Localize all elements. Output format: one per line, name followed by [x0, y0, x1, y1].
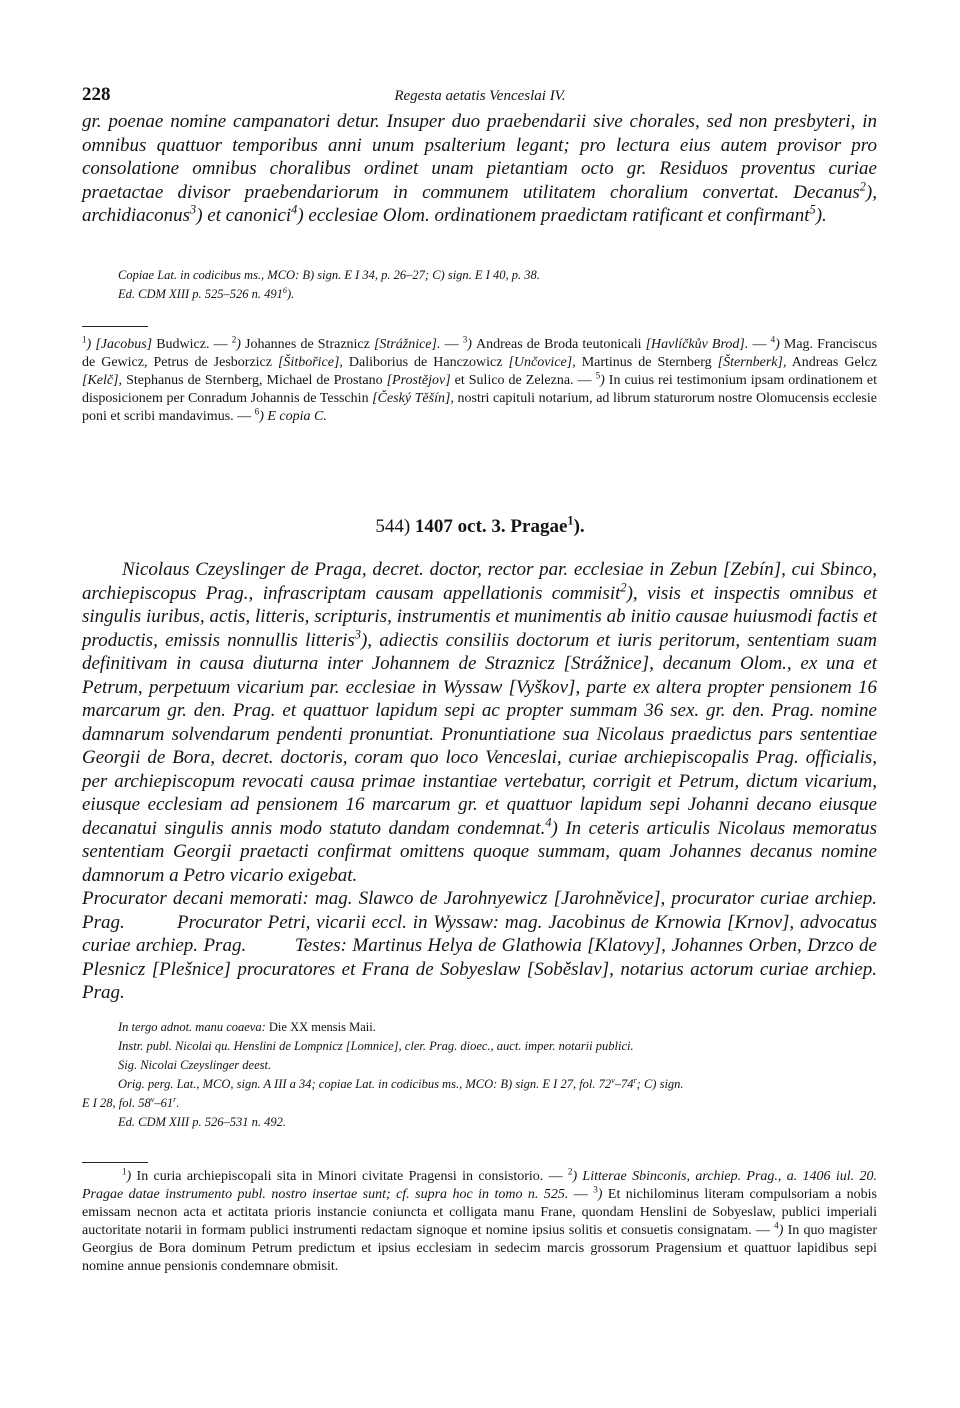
fn-sup: 6 [254, 406, 260, 417]
note-text: –61 [154, 1096, 174, 1110]
fn-sup: 3 [593, 1184, 598, 1195]
fn-text: [Šitbořice], [277, 355, 343, 370]
fn-sup: 2 [231, 334, 237, 345]
fn-text: nostri capituli notarium, ad librum staturorum nostre Olomucensis ecclesie poni et scribi mandavimus. — [82, 391, 877, 424]
fn-text: [Šternberk], [717, 355, 787, 370]
fn-text: In curia archiepiscopali sita in Minori civitate Pragensi in consistorio. — [136, 1169, 568, 1184]
note-text: E I 28, fol. 58 [82, 1096, 151, 1110]
fn-sup: 3 [462, 334, 468, 345]
note-sup: r [633, 1075, 637, 1085]
fn-text: Johannes de Straznicz [245, 337, 374, 352]
fn-text: Andreas Gelcz [786, 355, 877, 370]
fn-text: ) E copia C. [259, 409, 327, 424]
doc-date: 1407 oct. 3. Pragae [414, 516, 568, 537]
fn-text: [Unčovice], [508, 355, 576, 370]
doc1-footnotes [82, 336, 877, 426]
fn-text: ) [600, 373, 609, 388]
fn-text: In quo magister Georgius de Bora dominum Petrum predictum et ipsius ecclesiam in sedecim marcis grossorum Pragensium et quattuor lapidibus sepi nomine annue pensionis condemnare obmisit. [82, 1223, 877, 1274]
doc1-sup-2: 2 [859, 179, 866, 194]
doc2-footnote-block [82, 1168, 877, 1276]
doc1-sup-3: 3 [190, 202, 197, 217]
doc1-text-e: ). [815, 205, 827, 226]
doc1-sup-5: 5 [809, 202, 816, 217]
fn-text: Budwicz. — [152, 337, 232, 352]
fn-text: — [568, 1187, 594, 1202]
doc2-sup: 4 [545, 815, 552, 830]
fn-text: Andreas de Broda teutonicali [476, 337, 646, 352]
note-edition: Ed. CDM XIII p. 526–531 n. 492. [118, 1115, 287, 1129]
doc1-text-a: gr. poenae nomine campanatori detur. Insuper duo praebendarii sive chorales, sed non presbyteri, in omnibus quattuor temporibus anni unum psalterium legant; pro lectura eius autem provisor pro consolatione omnibus choralibus ordinet unam pietantiam octo gr. Residuos proventus curiae praetactae divisor praebendariorum in communem utilitatem choralium convertat. Decanus [82, 111, 877, 203]
fn-text: Daliborius de Hanczowicz [342, 355, 509, 370]
doc2-text: ) In ceteris articulis Nicolaus memoratus sententiam Georgii praetacti confirmat omittens quoque summam, quam Johannes decanus nomine damnorum a Petro vicario exigebat. [82, 817, 878, 886]
fn-text: ) [Jacobus] [86, 337, 153, 352]
note-sup: v [150, 1094, 155, 1104]
doc1-edition [118, 285, 878, 304]
doc2-paragraph-2: Procurator decani memorati: mag. Slawco de Jarohnyewicz [Jarohněvice], procurator curiae archiep. Prag. Procurator Petri, vicarii eccl. in Wyssaw: mag. Jacobinus de Krnowia [Krnov], advocatus curiae archiep. Prag. Testes: Martinus Helya de Glathowia [Klatovy], Johannes Orben, Drzco de Plesnicz [Plešnice] procuratores et Frana de Sobyeslaw [Soběslav], notarius actorum curiae archiep. Prag. [82, 888, 882, 1003]
fn-text: [Prostějov] [386, 373, 451, 388]
note-sup: r [173, 1094, 177, 1104]
doc1-edition-text: Ed. CDM XIII p. 525–526 n. 491 [118, 287, 283, 301]
running-title: Regesta aetatis Venceslai IV. [394, 88, 566, 104]
doc1-footnote-block [82, 336, 877, 426]
fn-text: et Sulico de Zelezna. — [450, 373, 596, 388]
fn-text: ) [236, 337, 246, 352]
doc2-sup: 2 [620, 580, 627, 595]
fn-sup: 4 [770, 334, 776, 345]
fn-sup: 1 [82, 334, 87, 345]
doc1-copies: Copiae Lat. in codicibus ms., MCO: B) sign. E I 34, p. 26–27; C) sign. E I 40, p. 38. [118, 268, 540, 282]
document-heading [0, 513, 960, 538]
doc-number: 544) [375, 516, 415, 537]
doc1-paragraph [82, 110, 877, 228]
doc2-footnotes [82, 1168, 877, 1276]
doc1-body [82, 110, 877, 228]
doc2-paragraph-1 [82, 558, 877, 887]
doc1-source-notes [118, 266, 878, 304]
note-text: Die XX mensis Maii. [265, 1020, 376, 1034]
fn-text: — [748, 337, 771, 352]
doc2-text: ), visis et inspectis omnibus et singulis iuribus, actis, litteris, scripturis, instrumentis et munimentis ab initio causae huiusmodi factis et productis, emissis nonnullis litteris [82, 582, 877, 651]
fn-text: Stephanus de Sternberg, Michael de Prostano [122, 373, 387, 388]
doc1-edition-end: ). [286, 287, 295, 301]
doc1-text-d: ) ecclesiae Olom. ordinationem praedictam ratificant et confirmant [297, 205, 810, 226]
doc2-text: ), adiectis consiliis doctorum et iuris peritorum, sententiam suam definitivam in causa diuturna inter Johannem de Straznicz [Strážnice], decanum Olom., ex una et Petrum, perpetuum vicarium par. ecclesiae in Wyssaw [Vyškov], parte ex altera propter pensionem 16 marcarum gr. den. Prag. et quattuor lapidum sepi ac propter summam 36 sex. gr. den. Prag. nomine damnarum solvendarum pendenti pronuntiat. Pronuntiatione sua Nicolaus praedictus pars sententiae Georgii de Bora, decret. doctoris, coram quo loco Venceslai, curiae archiepiscopalis Prag. officialis, per archiepiscopum revocati causa primae instantiae vertebatur, corrigit et Petrum, dictum vicarium, eiusque ecclesiam ad pensionem 16 marcarum gr. et quattuor lapidum sepi Johanni decano eiusque decanatui singulis annis modo statuto dandam condemnat. [82, 629, 877, 839]
fn-text: Mag. Franciscus de Gewicz, Petrus de Jesborzicz [82, 337, 878, 370]
heading-end: ). [573, 516, 585, 537]
fn-text: ) [467, 337, 477, 352]
note-text: Orig. perg. Lat., MCO, sign. A III a 34; copiae Lat. in codicibus ms., MCO: B) sign. E I 27, fol. 72 [118, 1077, 612, 1091]
note-orig [118, 1075, 880, 1094]
fn-text: ) [597, 1187, 608, 1202]
note-instr: Instr. publ. Nicolai qu. Henslini de Lompnicz [Lomnice], cler. Prag. dioec., auct. imper. notarii publici. [118, 1039, 634, 1053]
note-sig: Sig. Nicolai Czeyslinger deest. [118, 1058, 272, 1072]
fn-text: In cuius rei testimonium ipsam ordinationem et disposicionem per Conradum Johannis de Tesschin [82, 373, 877, 406]
doc1-text-b: ), archidiaconus [82, 181, 877, 226]
page-number: 228 [82, 84, 111, 105]
doc1-sup-4: 4 [291, 202, 298, 217]
fn-sup: 2 [567, 1166, 573, 1177]
fn-text: [Strážnice]. [373, 337, 441, 352]
fn-sup: 1 [122, 1166, 127, 1177]
fn-text: ) Litterae Sbinconis, archiep. Prag., a. 1406 iul. 20. Pragae datae instrumento publ. nostro insertae sunt; cf. supra hoc in tomo n. 525. [82, 1169, 877, 1202]
fn-text: ) [778, 1223, 788, 1238]
note-text: –74 [614, 1077, 634, 1091]
doc2-body [82, 558, 882, 1005]
note-sup: v [611, 1075, 615, 1085]
fn-sup: 4 [774, 1220, 779, 1231]
footnote-rule-2 [82, 1162, 148, 1163]
fn-text: Et nichilominus literam compulsoriam a nobis emissam necnon acta et actitata prioris instancie coniuncta et colligata manu Frane, quondam Henslini de Sobyeslaw, publici imperiali auctoritate notarii in formam publici instrumenti redactam signoque et nomine ipsius solitis et consuetis consignatam. — [82, 1187, 877, 1238]
fn-sup: 5 [595, 370, 601, 381]
doc2-text: Nicolaus Czeyslinger de Praga, decret. doctor, rector par. ecclesiae in Zebun [Zebín], cui Sbinco, archiepiscopus Prag., infrascriptam causam appellationis commisit [82, 559, 877, 604]
fn-text: [Havlíčkův Brod]. [645, 337, 749, 352]
heading-sup: 1 [567, 513, 574, 528]
fn-text: ) [126, 1169, 137, 1184]
note-text: ; C) sign. [636, 1077, 684, 1091]
note-text: In tergo adnot. manu coaeva: [118, 1020, 266, 1034]
fn-text: [Český Těšín], [372, 391, 454, 406]
fn-text: [Kelč], [82, 373, 123, 388]
doc1-edition-sup: 6 [282, 285, 287, 295]
fn-text: — [440, 337, 463, 352]
doc1-text-c: ) et canonici [196, 205, 292, 226]
doc2-source-notes [82, 1018, 880, 1132]
doc2-sup: 3 [354, 627, 361, 642]
fn-text: ) [775, 337, 784, 352]
footnote-rule [82, 326, 148, 327]
note-text: . [176, 1096, 180, 1110]
fn-text: Martinus de Sternberg [575, 355, 718, 370]
note-tergo [118, 1018, 880, 1037]
note-orig-cont [82, 1094, 880, 1113]
